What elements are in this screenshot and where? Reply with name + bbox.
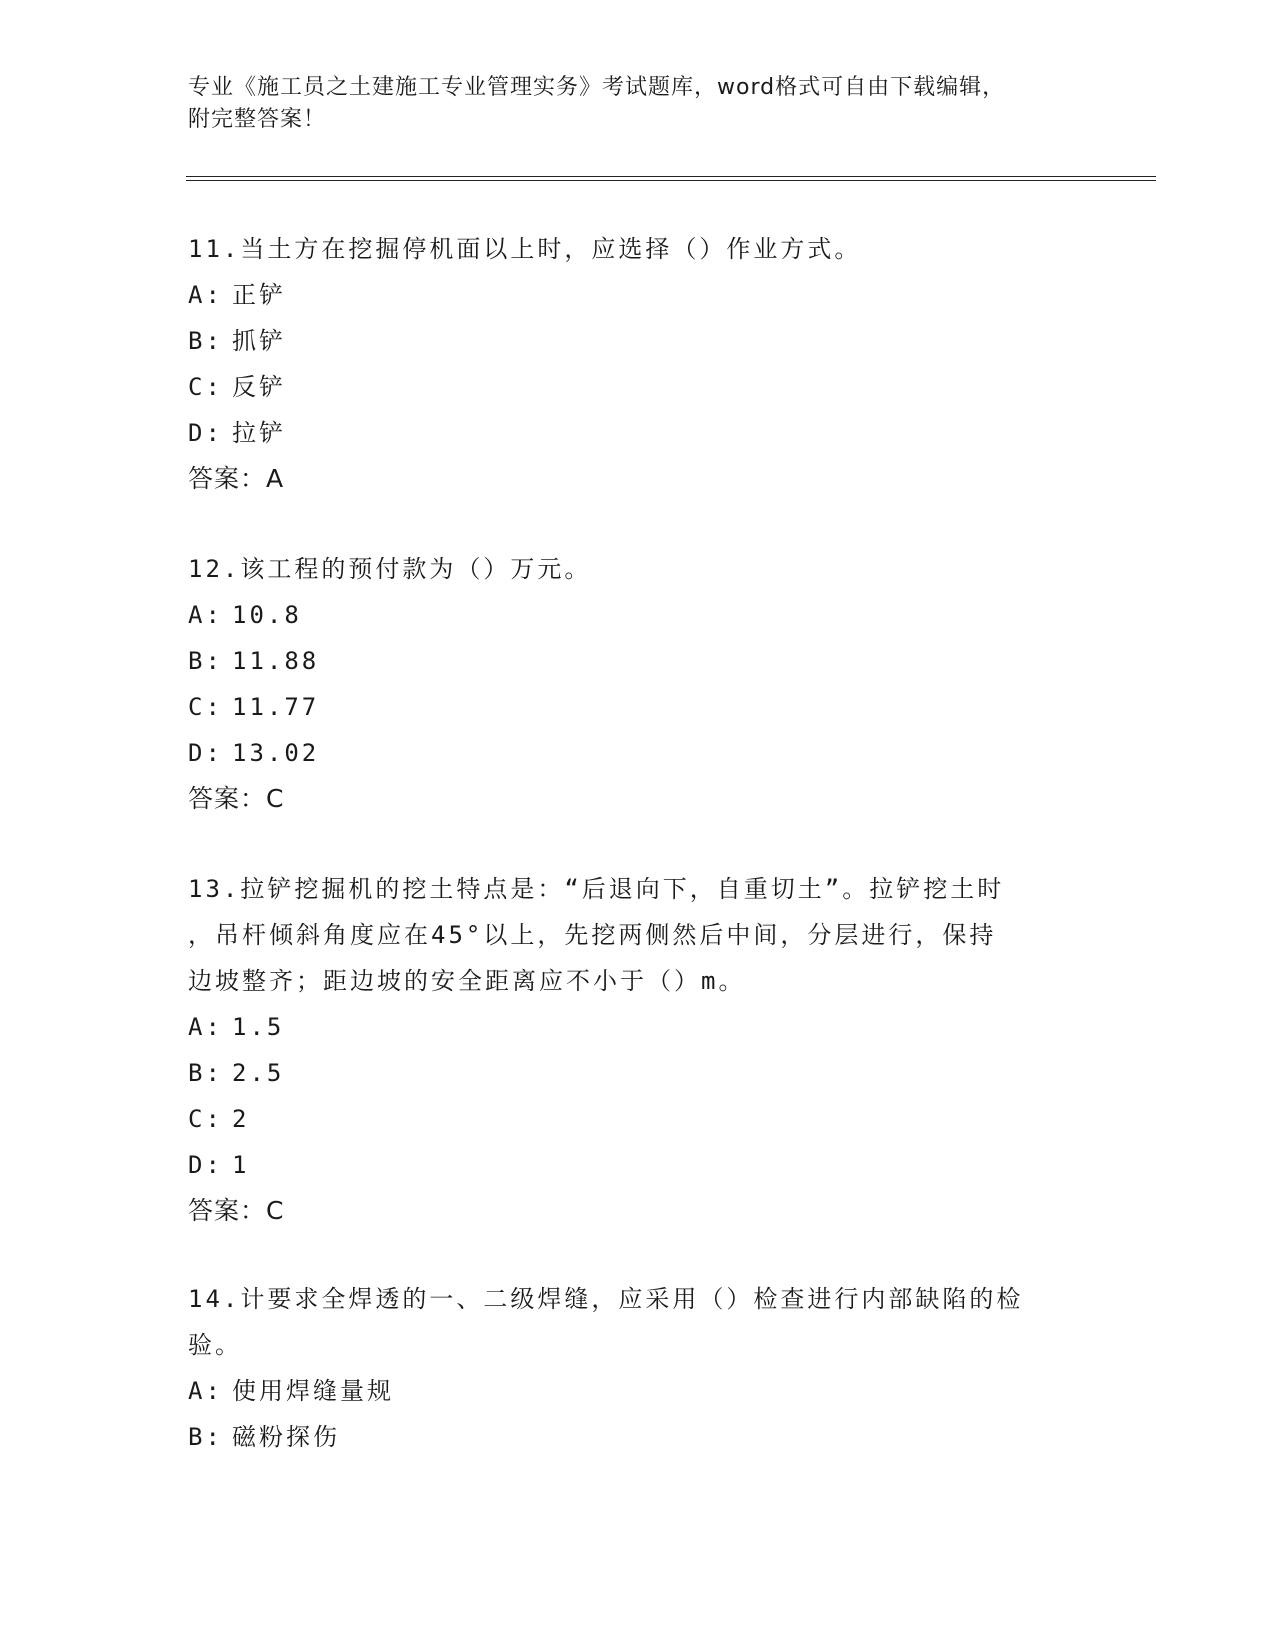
question-stem-line: 边坡整齐；距边坡的安全距离应不小于（）m。 <box>188 967 746 995</box>
option-letter: B: <box>188 1423 223 1451</box>
option-text: 10.8 <box>232 601 302 629</box>
option-b <box>188 318 1088 364</box>
option-letter: C: <box>188 1105 223 1133</box>
answer: 答案：C <box>188 1196 285 1225</box>
option-c <box>188 684 1088 730</box>
option-letter: C: <box>188 373 223 401</box>
option-letter: D: <box>188 739 223 767</box>
option-letter: D: <box>188 419 223 447</box>
option-text: 2 <box>232 1105 250 1133</box>
option-text: 11.88 <box>232 647 320 675</box>
option-text: 2.5 <box>232 1059 285 1087</box>
option-letter: A: <box>188 281 223 309</box>
option-text: 使用焊缝量规 <box>232 1377 394 1405</box>
option-a <box>188 272 1088 318</box>
option-letter: C: <box>188 693 223 721</box>
header-divider <box>186 176 1156 181</box>
option-letter: A: <box>188 601 223 629</box>
answer: 答案：A <box>188 464 285 493</box>
option-b <box>188 638 1088 684</box>
question-12 <box>188 546 1088 822</box>
header-line-1: 专业《施工员之土建施工专业管理实务》考试题库，word格式可自由下载编辑， <box>188 75 1006 100</box>
option-a <box>188 1004 1088 1050</box>
question-stem-line: 13.拉铲挖掘机的挖土特点是：“后退向下，自重切土”。拉铲挖土时 <box>188 875 1005 903</box>
option-text: 磁粉探伤 <box>232 1423 340 1451</box>
option-letter: B: <box>188 1059 223 1087</box>
option-text: 1 <box>232 1151 250 1179</box>
option-text: 1.5 <box>232 1013 285 1041</box>
option-a <box>188 1368 1088 1414</box>
option-letter: B: <box>188 327 223 355</box>
question-14 <box>188 1276 1088 1460</box>
option-a <box>188 592 1088 638</box>
document-header <box>188 72 1088 136</box>
option-letter: A: <box>188 1377 223 1405</box>
option-text: 正铲 <box>232 281 286 309</box>
question-stem-line: 14.计要求全焊透的一、二级焊缝，应采用（）检查进行内部缺陷的检 <box>188 1285 1024 1313</box>
option-b <box>188 1414 1088 1460</box>
option-c <box>188 364 1088 410</box>
option-text: 反铲 <box>232 373 286 401</box>
option-text: 抓铲 <box>232 327 286 355</box>
question-11 <box>188 226 1088 502</box>
option-text: 13.02 <box>232 739 320 767</box>
option-letter: D: <box>188 1151 223 1179</box>
option-text: 11.77 <box>232 693 320 721</box>
option-letter: B: <box>188 647 223 675</box>
question-stem <box>188 546 1088 592</box>
question-stem-line: 验。 <box>188 1331 242 1359</box>
option-b <box>188 1050 1088 1096</box>
question-stem <box>188 226 1088 272</box>
option-c <box>188 1096 1088 1142</box>
option-d <box>188 730 1088 776</box>
header-line-2: 附完整答案！ <box>188 107 327 132</box>
option-d <box>188 1142 1088 1188</box>
question-stem-line: ，吊杆倾斜角度应在45°以上，先挖两侧然后中间，分层进行，保持 <box>188 921 997 949</box>
question-stem <box>188 866 1088 1004</box>
answer: 答案：C <box>188 784 285 813</box>
question-stem-line: 12.该工程的预付款为（）万元。 <box>188 555 592 583</box>
option-letter: A: <box>188 1013 223 1041</box>
option-text: 拉铲 <box>232 419 286 447</box>
option-d <box>188 410 1088 456</box>
question-stem <box>188 1276 1088 1368</box>
question-stem-line: 11.当土方在挖掘停机面以上时，应选择（）作业方式。 <box>188 235 862 263</box>
question-13 <box>188 866 1088 1234</box>
